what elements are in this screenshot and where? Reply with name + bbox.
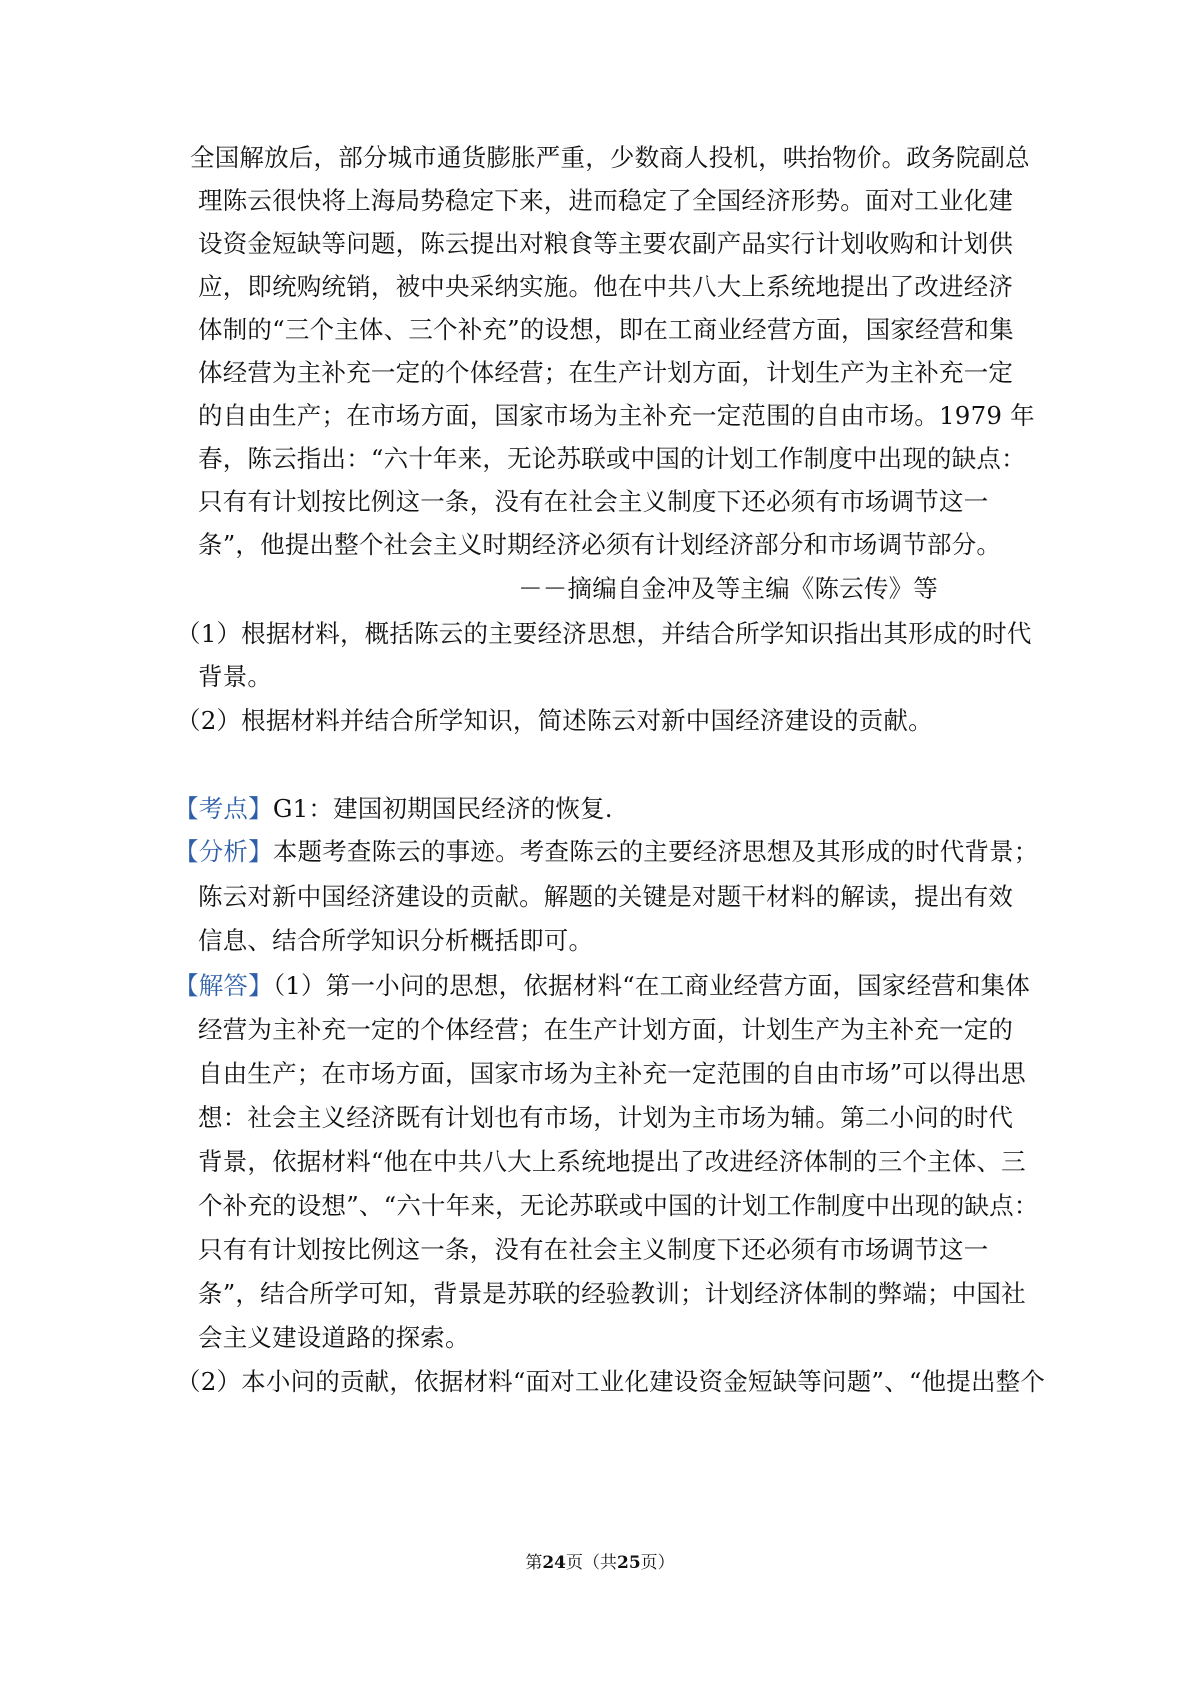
jieda-tag: 【解答】 — [174, 971, 273, 1000]
material-source: －－摘编自金冲及等主编《陈云传》等 — [518, 574, 938, 603]
jieda-line-3: 自由生产；在市场方面，国家市场为主补充一定范围的自由市场”可以得出思 — [198, 1059, 1026, 1088]
jieda-part-2: （2）本小问的贡献，依据材料“面对工业化建设资金短缺等问题”、“他提出整个 — [176, 1367, 1046, 1396]
material-line-7: 的自由生产；在市场方面，国家市场为主补充一定范围的自由市场。1979 年 — [198, 401, 1035, 430]
jieda-line-6: 个补充的设想”、“六十年来，无论苏联或中国的计划工作制度中出现的缺点： — [198, 1191, 1039, 1220]
material-line-2: 理陈云很快将上海局势稳定下来，进而稳定了全国经济形势。面对工业化建 — [198, 186, 1014, 215]
jieda-line-7: 只有有计划按比例这一条，没有在社会主义制度下还必须有市场调节这一 — [198, 1235, 989, 1264]
jieda-text-1: （1）第一小问的思想，依据材料“在工商业经营方面，国家经营和集体 — [272, 971, 1031, 1000]
jieda-line-1 — [174, 969, 1030, 1003]
fenxi-tag: 【分析】 — [174, 837, 273, 866]
jieda-line-5: 背景，依据材料“他在中共八大上系统地提出了改进经济体制的三个主体、三 — [198, 1147, 1026, 1176]
kaodian-text: G1：建国初期国民经济的恢复. — [272, 794, 613, 823]
material-line-4: 应，即统购统销，被中央采纳实施。他在中共八大上系统地提出了改进经济 — [198, 272, 1014, 301]
material-line-10: 条”，他提出整个社会主义时期经济必须有计划经济部分和市场调节部分。 — [198, 530, 1002, 559]
fenxi-text-1: 本题考查陈云的事迹。考查陈云的主要经济思想及其形成的时代背景； — [272, 837, 1039, 866]
jieda-line-2: 经营为主补充一定的个体经营；在生产计划方面，计划生产为主补充一定的 — [198, 1015, 1014, 1044]
footer-total-pages: 25 — [617, 1553, 641, 1573]
jieda-line-4: 想：社会主义经济既有计划也有市场，计划为主市场为辅。第二小问的时代 — [198, 1103, 1014, 1132]
material-line-6: 体经营为主补充一定的个体经营；在生产计划方面，计划生产为主补充一定 — [198, 358, 1014, 387]
material-line-8: 春，陈云指出：“六十年来，无论苏联或中国的计划工作制度中出现的缺点： — [198, 444, 1026, 473]
footer-prefix: 第 — [525, 1553, 543, 1573]
footer-suffix: 页） — [640, 1553, 675, 1573]
question-2: （2）根据材料并结合所学知识，简述陈云对新中国经济建设的贡献。 — [176, 706, 933, 735]
footer-middle: 页（共 — [566, 1553, 617, 1573]
material-line-5: 体制的“三个主体、三个补充”的设想，即在工商业经营方面，国家经营和集 — [198, 315, 1014, 344]
jieda-line-8: 条”，结合所学可知，背景是苏联的经验教训；计划经济体制的弊端；中国社 — [198, 1279, 1026, 1308]
kaodian-line — [174, 792, 613, 826]
material-line-9: 只有有计划按比例这一条，没有在社会主义制度下还必须有市场调节这一 — [198, 487, 989, 516]
question-1-line-2: 背景。 — [198, 662, 273, 691]
fenxi-line-1 — [174, 835, 1039, 869]
jieda-line-9: 会主义建设道路的探索。 — [198, 1323, 470, 1352]
footer-page-number: 24 — [542, 1553, 566, 1573]
material-line-1: 全国解放后，部分城市通货膨胀严重，少数商人投机，哄抬物价。政务院副总 — [190, 143, 1030, 172]
question-1-line-1: （1）根据材料，概括陈云的主要经济思想，并结合所学知识指出其形成的时代 — [176, 619, 1032, 648]
kaodian-tag: 【考点】 — [174, 794, 273, 823]
material-line-3: 设资金短缺等问题，陈云提出对粮食等主要农副产品实行计划收购和计划供 — [198, 229, 1014, 258]
fenxi-line-2: 陈云对新中国经济建设的贡献。解题的关键是对题干材料的解读，提出有效 — [198, 882, 1014, 911]
page-footer — [0, 1551, 1200, 1575]
fenxi-line-3: 信息、结合所学知识分析概括即可。 — [198, 926, 594, 955]
